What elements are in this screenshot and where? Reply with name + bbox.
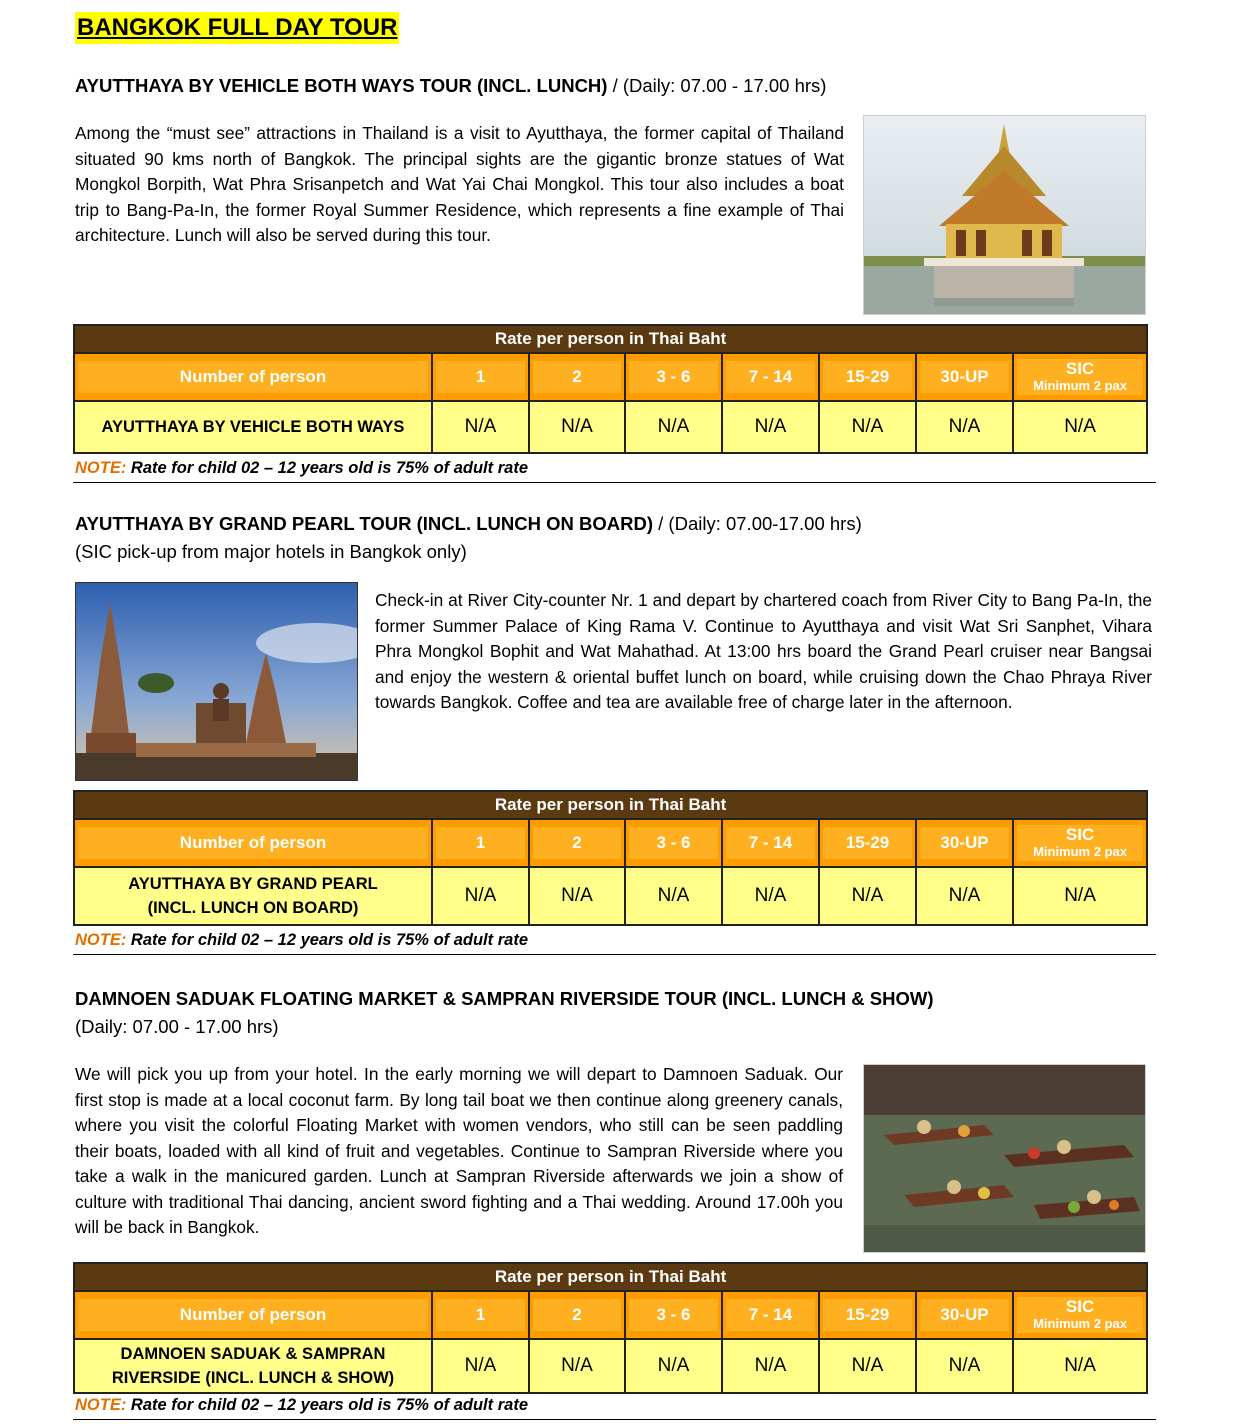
child-rate-note: NOTE: Rate for child 02 – 12 years old is 75% of adult rate [75, 459, 528, 477]
section-divider [73, 482, 1156, 483]
tour1-schedule: / (Daily: 07.00 - 17.00 hrs) [607, 75, 827, 96]
row-label: DAMNOEN SADUAK & SAMPRAN RIVERSIDE (INCL. LUNCH & SHOW) [74, 1339, 432, 1393]
rate-table-header: Rate per person in Thai Baht [74, 1263, 1147, 1291]
section-divider [73, 954, 1156, 955]
col-1: 1 [432, 1291, 529, 1339]
col-2: 2 [529, 353, 625, 401]
rate-cell: N/A [916, 1339, 1013, 1393]
col-7-14: 7 - 14 [722, 353, 819, 401]
rate-cell: N/A [1013, 867, 1147, 925]
child-rate-note: NOTE: Rate for child 02 – 12 years old is 75% of adult rate [75, 1396, 528, 1414]
rate-cell: N/A [916, 401, 1013, 453]
col-number-of-person: Number of person [74, 1291, 432, 1339]
tour2-rate-table [73, 790, 1148, 926]
rate-cell: N/A [432, 401, 529, 453]
tour2-title: AYUTTHAYA BY GRAND PEARL TOUR (INCL. LUNCH ON BOARD) [75, 513, 653, 534]
rate-table-header: Rate per person in Thai Baht [74, 791, 1147, 819]
col-1: 1 [432, 353, 529, 401]
rate-cell: N/A [625, 1339, 722, 1393]
col-30-up: 30-UP [916, 353, 1013, 401]
tour3-photo-floating-market [863, 1064, 1146, 1253]
col-30-up: 30-UP [916, 819, 1013, 867]
table-row [74, 401, 1147, 453]
rate-cell: N/A [1013, 401, 1147, 453]
row-label: AYUTTHAYA BY VEHICLE BOTH WAYS [74, 401, 432, 453]
rate-cell: N/A [432, 867, 529, 925]
rate-cell: N/A [1013, 1339, 1147, 1393]
tour3-subtitle: (Daily: 07.00 - 17.00 hrs) [75, 1016, 279, 1037]
rate-table-header: Rate per person in Thai Baht [74, 325, 1147, 353]
col-sic: SIC Minimum 2 pax [1013, 1291, 1147, 1339]
col-3-6: 3 - 6 [625, 1291, 722, 1339]
col-3-6: 3 - 6 [625, 353, 722, 401]
col-7-14: 7 - 14 [722, 819, 819, 867]
child-rate-note: NOTE: Rate for child 02 – 12 years old is 75% of adult rate [75, 931, 528, 949]
tour1-heading [75, 73, 826, 99]
tour2-schedule: / (Daily: 07.00-17.00 hrs) [653, 513, 862, 534]
rate-cell: N/A [722, 867, 819, 925]
col-3-6: 3 - 6 [625, 819, 722, 867]
col-sic: SIC Minimum 2 pax [1013, 353, 1147, 401]
tour1-title: AYUTTHAYA BY VEHICLE BOTH WAYS TOUR (INCL. LUNCH) [75, 75, 608, 96]
tour3-heading [75, 986, 934, 1012]
rate-cell: N/A [819, 401, 916, 453]
tour1-rate-table [73, 324, 1148, 454]
rate-cell: N/A [529, 401, 625, 453]
tour1-photo-pavilion [863, 115, 1146, 315]
col-2: 2 [529, 1291, 625, 1339]
rate-cell: N/A [529, 1339, 625, 1393]
col-sic: SIC Minimum 2 pax [1013, 819, 1147, 867]
col-7-14: 7 - 14 [722, 1291, 819, 1339]
page-title: BANGKOK FULL DAY TOUR [75, 12, 399, 44]
section-divider [73, 1419, 1156, 1420]
col-15-29: 15-29 [819, 819, 916, 867]
rate-cell: N/A [819, 867, 916, 925]
tour2-subtitle: (SIC pick-up from major hotels in Bangkok only) [75, 541, 467, 562]
table-row [74, 1339, 1147, 1393]
rate-cell: N/A [625, 401, 722, 453]
col-1: 1 [432, 819, 529, 867]
rate-cell: N/A [625, 867, 722, 925]
rate-cell: N/A [722, 1339, 819, 1393]
rate-cell: N/A [819, 1339, 916, 1393]
col-number-of-person: Number of person [74, 819, 432, 867]
rate-cell: N/A [432, 1339, 529, 1393]
col-30-up: 30-UP [916, 1291, 1013, 1339]
tour3-rate-table [73, 1262, 1148, 1394]
tour3-description: We will pick you up from your hotel. In the early morning we will depart to Damnoen Saduak. Our first stop is made at a local coconut farm. By long tail boat we then continue along greenery canals, where you visit the colorful Floating Market with women vendors, who still can be seen paddling their boats, loaded with all kind of fruit and vegetables. Continue to Sampran Riverside where you take a walk in the manicured garden. Lunch at Sampran Riverside afterwards we join a show of culture with traditional Thai dancing, ancient sword fighting and a Thai wedding. Around 17.00h you will be back in Bangkok. [75, 1064, 843, 1237]
tour2-photo-ruins [75, 582, 358, 781]
row-label: AYUTTHAYA BY GRAND PEARL (INCL. LUNCH ON BOARD) [74, 867, 432, 925]
col-number-of-person: Number of person [74, 353, 432, 401]
rate-cell: N/A [722, 401, 819, 453]
tour3-title: DAMNOEN SADUAK FLOATING MARKET & SAMPRAN RIVERSIDE TOUR (INCL. LUNCH & SHOW) [75, 988, 934, 1009]
rate-cell: N/A [529, 867, 625, 925]
rate-cell: N/A [916, 867, 1013, 925]
tour2-description: Check-in at River City-counter Nr. 1 and depart by chartered coach from River City to Bang Pa-In, the former Summer Palace of King Rama V. Continue to Ayutthaya and visit Wat Sri Sanphet, Vihara Phra Mongkol Bophit and Wat Mahathad. At 13:00 hrs board the Grand Pearl cruiser near Bangsai and enjoy the western & oriental buffet lunch on board, while cruising down the Chao Phraya River towards Bangkok. Coffee and tea are available free of charge later in the afternoon. [375, 590, 1152, 712]
tour2-heading [75, 511, 862, 537]
col-15-29: 15-29 [819, 1291, 916, 1339]
col-2: 2 [529, 819, 625, 867]
tour1-description: Among the “must see” attractions in Thailand is a visit to Ayutthaya, the former capital of Thailand situated 90 kms north of Bangkok. The principal sights are the gigantic bronze statues of Wat Mongkol Borpith, Wat Phra Srisanpetch and Wat Yai Chai Mongkol. This tour also includes a boat trip to Bang-Pa-In, the former Royal Summer Residence, which represents a fine example of Thai architecture. Lunch will also be served during this tour. [75, 123, 844, 245]
table-row [74, 867, 1147, 925]
col-15-29: 15-29 [819, 353, 916, 401]
